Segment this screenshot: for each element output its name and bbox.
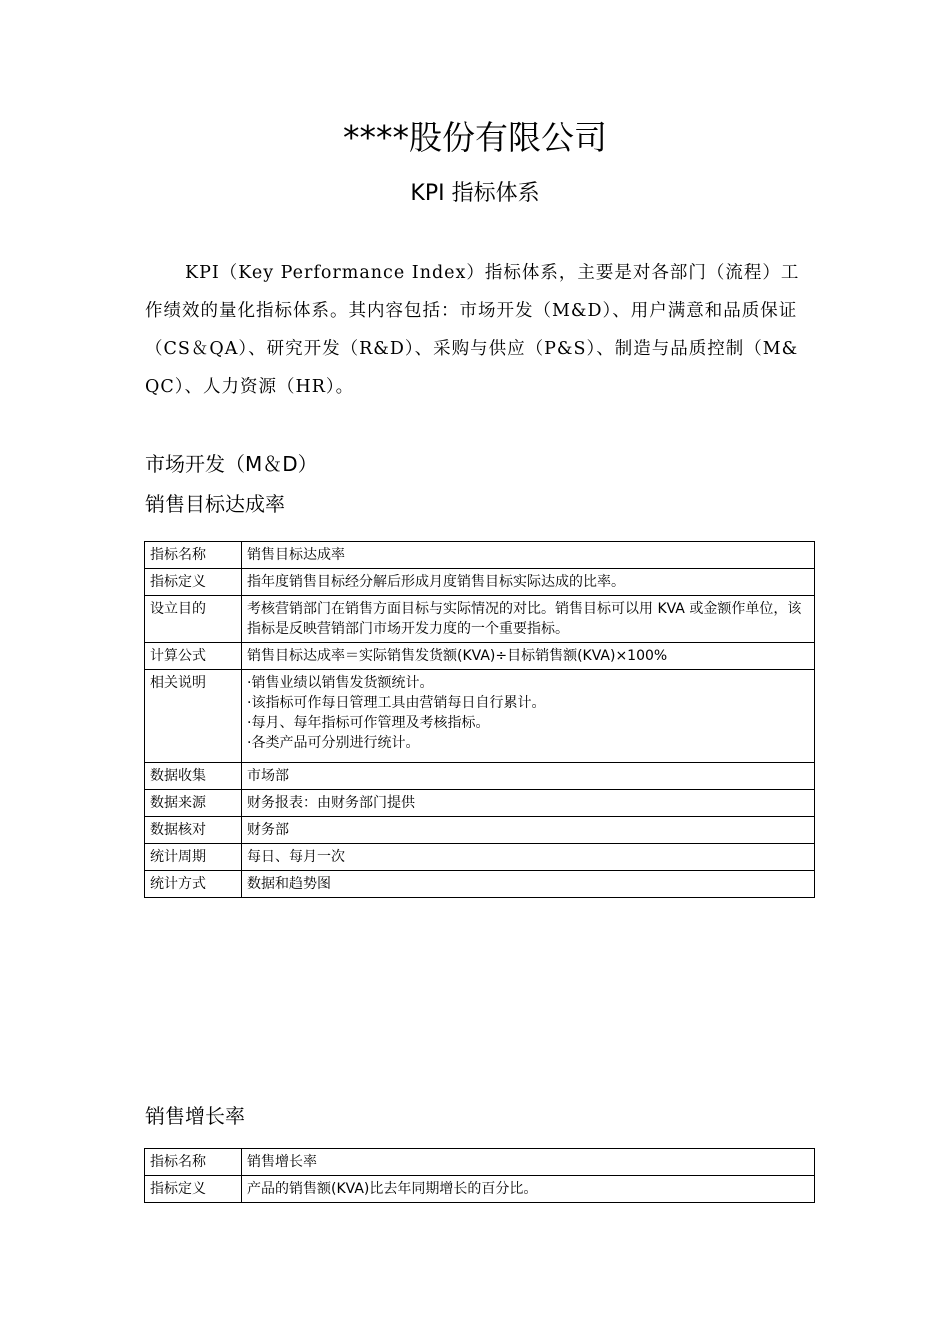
note-line: ·该指标可作每日管理工具由营销每日自行累计。 <box>247 695 546 711</box>
row-label: 数据核对 <box>145 817 242 844</box>
section-heading: 市场开发（M＆D） <box>145 452 318 476</box>
row-label: 指标名称 <box>145 542 242 569</box>
kpi2-heading: 销售增长率 <box>145 1104 245 1128</box>
row-label: 指标定义 <box>145 569 242 596</box>
row-label: 统计方式 <box>145 871 242 898</box>
row-value: 考核营销部门在销售方面目标与实际情况的对比。销售目标可以用 KVA 或金额作单位，该指标是反映营销部门市场开发力度的一个重要指标。 <box>242 596 815 643</box>
table-row <box>145 871 815 898</box>
row-value <box>242 670 815 763</box>
row-value: 财务部 <box>242 817 815 844</box>
intro-paragraph: KPI（Key Performance Index）指标体系，主要是对各部门（流程）工作绩效的量化指标体系。其内容包括：市场开发（M&D）、用户满意和品质保证（CS＆QA）、研究开发（R&D）、采购与供应（P&S）、制造与品质控制（M&QC）、人力资源（HR）。 <box>145 263 800 397</box>
row-label: 数据来源 <box>145 790 242 817</box>
document-title: ****股份有限公司 <box>343 118 607 157</box>
row-label: 设立目的 <box>145 596 242 643</box>
row-label: 计算公式 <box>145 643 242 670</box>
note-line: ·每月、每年指标可作管理及考核指标。 <box>247 715 490 731</box>
table-row <box>145 643 815 670</box>
table-row <box>145 542 815 569</box>
row-value: 财务报表：由财务部门提供 <box>242 790 815 817</box>
table-row <box>145 596 815 643</box>
row-value: 销售目标达成率＝实际销售发货额(KVA)÷目标销售额(KVA)×100% <box>242 643 815 670</box>
note-line: ·各类产品可分别进行统计。 <box>247 735 420 751</box>
table-row <box>145 1176 815 1203</box>
table-row <box>145 670 815 763</box>
note-line: ·销售业绩以销售发货额统计。 <box>247 675 434 691</box>
row-label: 统计周期 <box>145 844 242 871</box>
row-value: 数据和趋势图 <box>242 871 815 898</box>
table-row <box>145 569 815 596</box>
document-subtitle: KPI 指标体系 <box>410 181 540 206</box>
row-label: 指标定义 <box>145 1176 242 1203</box>
row-value: 销售增长率 <box>242 1149 815 1176</box>
row-label: 指标名称 <box>145 1149 242 1176</box>
kpi1-heading: 销售目标达成率 <box>145 492 285 516</box>
row-label: 相关说明 <box>145 670 242 763</box>
row-value: 每日、每月一次 <box>242 844 815 871</box>
row-value: 产品的销售额(KVA)比去年同期增长的百分比。 <box>242 1176 815 1203</box>
table-row <box>145 1149 815 1176</box>
row-value: 市场部 <box>242 763 815 790</box>
kpi1-table <box>144 541 815 898</box>
row-label: 数据收集 <box>145 763 242 790</box>
table-row <box>145 817 815 844</box>
table-row <box>145 844 815 871</box>
row-value: 指年度销售目标经分解后形成月度销售目标实际达成的比率。 <box>242 569 815 596</box>
table-row <box>145 763 815 790</box>
table-row <box>145 790 815 817</box>
kpi2-table <box>144 1148 815 1203</box>
row-value: 销售目标达成率 <box>242 542 815 569</box>
